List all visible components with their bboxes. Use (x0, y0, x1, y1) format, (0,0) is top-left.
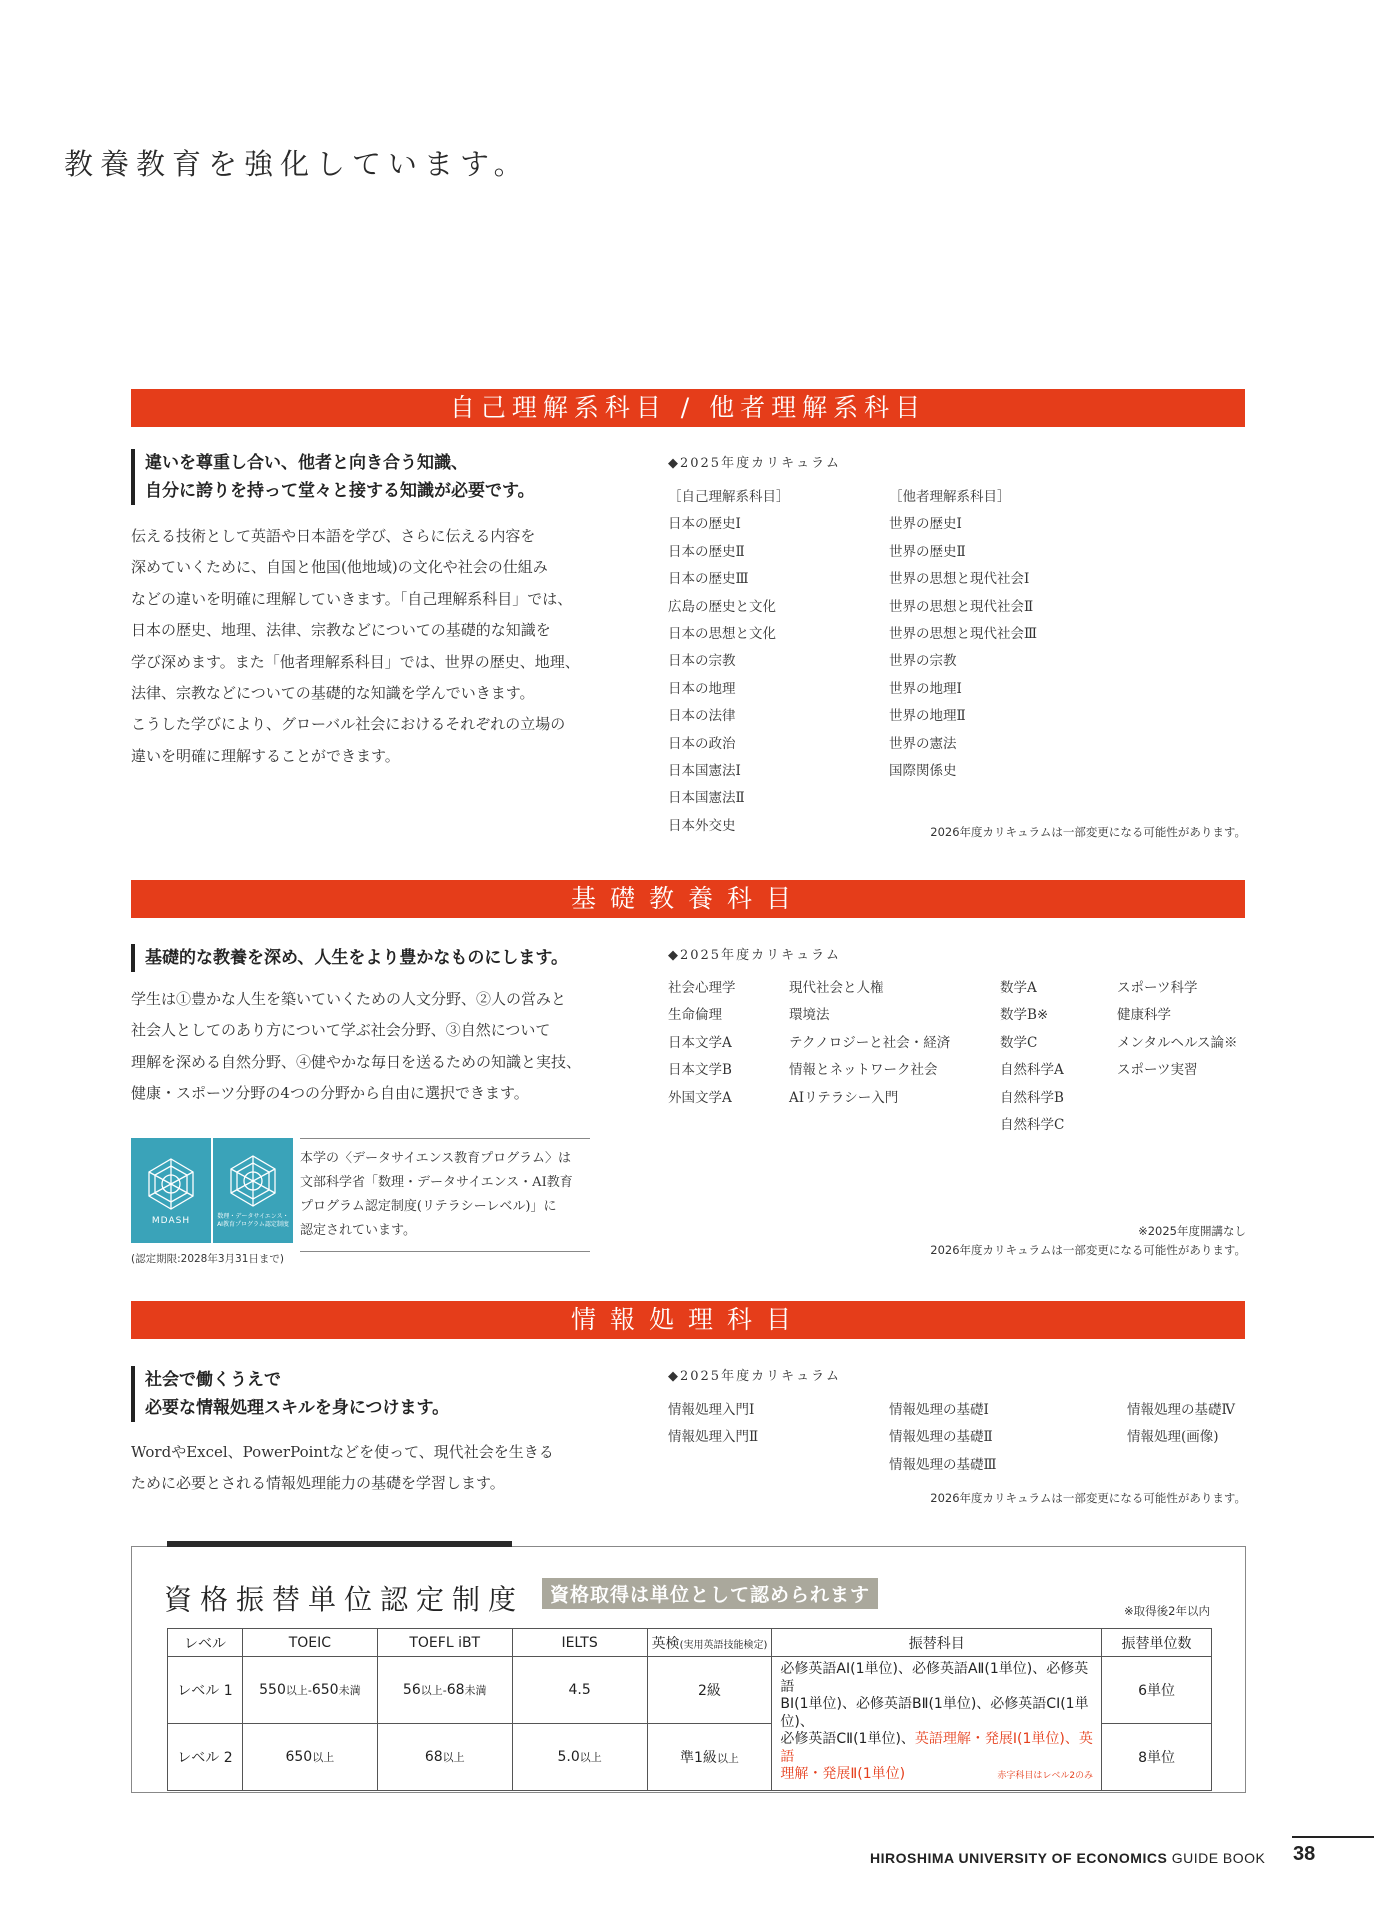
footer-rule (1292, 1836, 1374, 1838)
list-item: 情報処理の基礎Ⅲ (889, 1456, 997, 1473)
list-item: 世界の思想と現代社会Ⅰ (889, 571, 1030, 588)
list-item: 情報処理の基礎Ⅳ (1127, 1402, 1235, 1418)
list-item: 日本の宗教 (668, 653, 736, 670)
lead-line: 自分に誇りを持って堂々と接する知識が必要です。 (145, 481, 535, 501)
list-item: 日本国憲法Ⅱ (668, 790, 745, 807)
body-line: 深めていくために、自国と他国(他地域)の文化や社会の仕組み (131, 558, 548, 577)
list-item: 日本の地理 (668, 680, 736, 697)
cert-tag: 資格取得は単位として認められます (542, 1578, 878, 1609)
list-item: スポーツ実習 (1117, 1062, 1198, 1079)
cert-table (167, 1628, 1212, 1791)
credits-cell: 6単位 (1102, 1657, 1212, 1724)
body-line: 法律、宗教などについての基礎的な知識を学んでいきます。 (131, 684, 535, 703)
list-item: 世界の地理Ⅱ (889, 708, 966, 725)
list-item: 日本の歴史Ⅱ (668, 543, 745, 560)
cert-validity-note: ※取得後2年以内 (1124, 1604, 1210, 1618)
self-understanding-list (668, 484, 790, 840)
level-cell: レベル 1 (168, 1657, 243, 1724)
lead-line: 必要な情報処理スキルを身につけます。 (145, 1398, 450, 1418)
header-subjects: 振替科目 (772, 1629, 1102, 1657)
table-header-row (168, 1629, 1212, 1657)
toeic-cell: 650以上 (242, 1723, 377, 1790)
program-logo-icon (225, 1153, 281, 1209)
list-item: 広島の歴史と文化 (668, 598, 776, 615)
list-item: 社会心理学 (668, 980, 736, 996)
list-item: 環境法 (789, 1007, 830, 1024)
info-col-intro (668, 1397, 758, 1452)
mdash-line: 認定されています。 (300, 1223, 416, 1238)
curriculum-label: ◆2025年度カリキュラム (668, 948, 841, 963)
list-item: スポーツ科学 (1117, 980, 1198, 996)
list-item: 世界の歴史Ⅱ (889, 543, 966, 560)
ielts-cell: 4.5 (512, 1657, 647, 1724)
list-item: 国際関係史 (889, 763, 957, 780)
curriculum-note: 2026年度カリキュラムは一部変更になる可能性があります。 (930, 825, 1246, 839)
toefl-cell: 56以上-68未満 (377, 1657, 512, 1724)
list-item: 日本文学A (668, 1034, 732, 1051)
list-item: 自然科学C (1000, 1117, 1065, 1134)
list-item: 自然科学A (1000, 1062, 1064, 1079)
info-body (131, 1437, 591, 1500)
info-lead (131, 1366, 449, 1422)
list-item: 生命倫理 (668, 1007, 722, 1024)
section-header-basic: 基礎教養科目 (131, 880, 1245, 918)
cert-title: 資格振替単位認定制度 (164, 1583, 525, 1616)
list-item: 情報処理入門Ⅰ (668, 1402, 755, 1418)
body-line: 学生は①豊かな人生を築いていくための人文分野、②人の営みと (131, 990, 567, 1008)
list-item: メンタルヘルス論※ (1117, 1034, 1238, 1051)
self-other-body (131, 521, 591, 772)
level-cell: レベル 2 (168, 1723, 243, 1790)
list-item: 情報とネットワーク社会 (789, 1062, 938, 1079)
list-item: AIリテラシー入門 (789, 1089, 899, 1106)
list-item: 日本国憲法Ⅰ (668, 763, 741, 780)
eiken-cell: 準1級以上 (647, 1723, 772, 1790)
badge-label: 数理・データサイエンス・AI教育プログラム認定制度 (217, 1212, 289, 1228)
body-line: 理解を深める自然分野、④健やかな毎日を送るための知識と実技、 (131, 1052, 582, 1071)
list-item: 日本の法律 (668, 708, 736, 725)
curriculum-label: ◆2025年度カリキュラム (668, 456, 841, 471)
list-heading: ［自己理解系科目］ (668, 489, 790, 505)
body-line: WordやExcel、PowerPointなどを使って、現代社会を生きる (131, 1443, 554, 1461)
mdash-line: 本学の〈データサイエンス教育プログラム〉は (300, 1151, 572, 1166)
lead-line: 違いを尊重し合い、他者と向き合う知識、 (145, 453, 468, 473)
credits-cell: 8単位 (1102, 1723, 1212, 1790)
header-eiken: 英検(実用英語技能検定) (647, 1629, 772, 1657)
list-item: 世界の歴史Ⅰ (889, 516, 962, 533)
header-level: レベル (168, 1629, 243, 1657)
list-item: 情報処理入門Ⅱ (668, 1429, 759, 1446)
list-item: 世界の憲法 (889, 735, 957, 752)
mdash-line: 文部科学省「数理・データサイエンス・AI教育 (300, 1175, 573, 1190)
page-number: 38 (1293, 1843, 1316, 1865)
header-credits: 振替単位数 (1102, 1629, 1212, 1657)
curriculum-note: 2026年度カリキュラムは一部変更になる可能性があります。 (930, 1491, 1246, 1505)
list-item: 数学C (1000, 1034, 1038, 1051)
list-item: 日本の歴史Ⅲ (668, 571, 749, 588)
list-item: 数学A (1000, 980, 1037, 996)
list-item: テクノロジーと社会・経済 (789, 1034, 951, 1051)
mdash-logo-icon (143, 1156, 199, 1212)
body-line: などの違いを明確に理解していきます。「自己理解系科目」では、 (131, 589, 573, 608)
header-ielts: IELTS (512, 1629, 647, 1657)
list-item: 健康科学 (1117, 1007, 1171, 1024)
list-item: 世界の思想と現代社会Ⅱ (889, 598, 1034, 615)
section-header-info: 情報処理科目 (131, 1301, 1245, 1339)
basic-col-social (789, 975, 950, 1112)
page-title: 教養教育を強化しています。 (64, 147, 530, 181)
body-line: ために必要とされる情報処理能力の基礎を学習します。 (131, 1474, 505, 1493)
toeic-cell: 550以上-650未満 (242, 1657, 377, 1724)
body-line: 健康・スポーツ分野の4つの分野から自由に選択できます。 (131, 1084, 529, 1103)
basic-col-sports (1117, 975, 1238, 1085)
basic-lead: 基礎的な教養を深め、人生をより豊かなものにします。 (131, 944, 568, 972)
list-item: 情報処理の基礎Ⅰ (889, 1402, 989, 1418)
badge-label: MDASH (151, 1215, 191, 1226)
cert-period: (認定期限:2028年3月31日まで) (131, 1253, 284, 1265)
footer-guide: GUIDE BOOK (1171, 1850, 1266, 1866)
list-item: 日本外交史 (668, 817, 736, 834)
list-item: 世界の思想と現代社会Ⅲ (889, 626, 1038, 643)
mdash-badge (131, 1138, 211, 1243)
basic-col-humanities (668, 975, 736, 1112)
curriculum-note: 2026年度カリキュラムは一部変更になる可能性があります。 (930, 1243, 1246, 1257)
list-item: 数学B※ (1000, 1007, 1049, 1024)
body-line: 伝える技術として英語や日本語を学び、さらに伝える内容を (131, 527, 536, 545)
red-subject-note: 赤字科目はレベル2のみ (997, 1771, 1094, 1781)
list-item: 外国文学A (668, 1089, 732, 1106)
table-row (168, 1657, 1212, 1724)
list-heading: ［他者理解系科目］ (889, 489, 1011, 505)
list-item: 世界の宗教 (889, 653, 957, 670)
basic-col-science (1000, 975, 1064, 1139)
ielts-cell: 5.0以上 (512, 1723, 647, 1790)
curriculum-label: ◆2025年度カリキュラム (668, 1369, 841, 1384)
subjects-cell: 必修英語AⅠ(1単位)、必修英語AⅡ(1単位)、必修英語 BⅠ(1単位)、必修英語BⅡ(1単位)、必修英語CⅠ(1単位)、 必修英語CⅡ(1単位)、英語理解・発展Ⅰ(1単位)、英語 理解・発展Ⅱ(1単位) 赤字科目はレベル2のみ (772, 1657, 1102, 1791)
list-item: 日本の歴史Ⅰ (668, 516, 741, 533)
lead-line: 社会で働くうえで (145, 1370, 281, 1390)
body-line: 日本の歴史、地理、法律、宗教などについての基礎的な知識を (131, 621, 551, 640)
info-col-basics (889, 1397, 997, 1479)
header-toeic: TOEIC (242, 1629, 377, 1657)
body-line: 社会人としてのあり方について学ぶ社会分野、③自然について (131, 1021, 551, 1040)
mdash-line: プログラム認定制度(リテラシーレベル)」に (300, 1199, 557, 1214)
not-offered-note: ※2025年度開講なし (1138, 1224, 1246, 1238)
body-line: こうした学びにより、グローバル社会におけるそれぞれの立場の (131, 715, 566, 734)
body-line: 学び深めます。また「他者理解系科目」では、世界の歴史、地理、 (131, 652, 580, 671)
list-item: 世界の地理Ⅰ (889, 680, 962, 697)
basic-body (131, 984, 591, 1110)
header-toefl: TOEFL iBT (377, 1629, 512, 1657)
info-col-advanced (1127, 1397, 1235, 1452)
other-understanding-list (889, 484, 1037, 785)
list-item: 日本の政治 (668, 735, 736, 752)
mdash-description (300, 1138, 590, 1252)
section-header-self-other: 自己理解系科目 / 他者理解系科目 (131, 389, 1245, 427)
toefl-cell: 68以上 (377, 1723, 512, 1790)
list-item: 自然科学B (1000, 1089, 1064, 1106)
cert-box-accent (167, 1541, 512, 1547)
self-other-lead (131, 449, 535, 505)
eiken-cell: 2級 (647, 1657, 772, 1724)
list-item: 日本文学B (668, 1062, 732, 1079)
footer-text (870, 1850, 1265, 1866)
body-line: 違いを明確に理解することができます。 (131, 746, 400, 765)
footer-university: HIROSHIMA UNIVERSITY OF ECONOMICS (870, 1850, 1168, 1866)
list-item: 情報処理(画像) (1127, 1429, 1219, 1446)
list-item: 現代社会と人権 (789, 980, 884, 996)
mdash-program-badge (213, 1138, 293, 1243)
list-item: 情報処理の基礎Ⅱ (889, 1429, 993, 1446)
list-item: 日本の思想と文化 (668, 626, 776, 643)
